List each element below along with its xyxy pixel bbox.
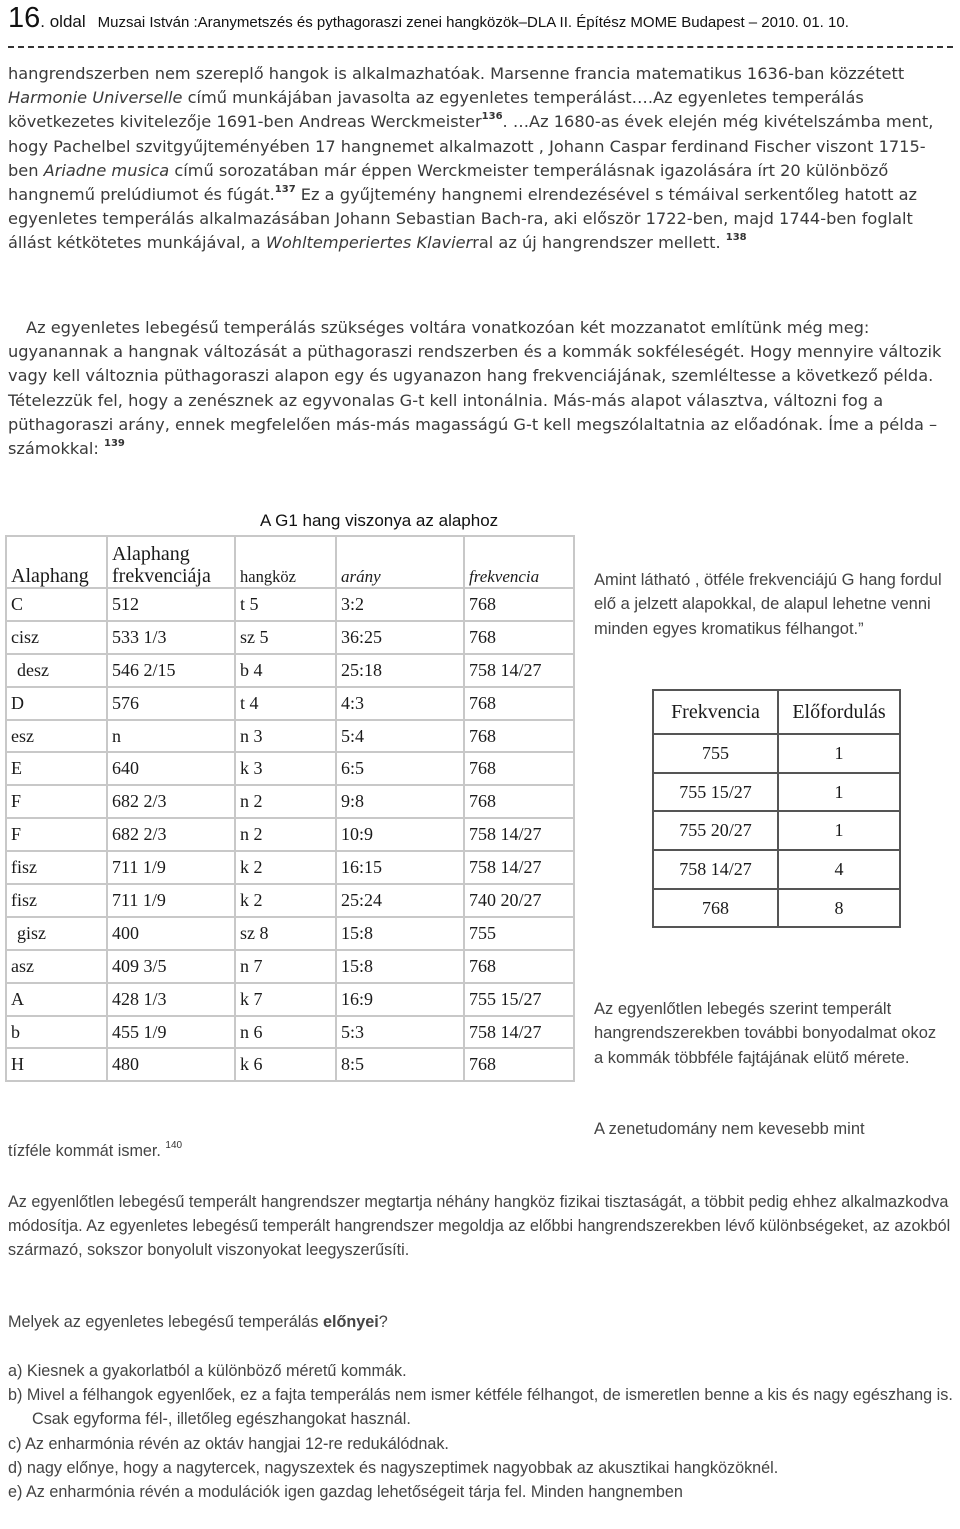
footnote-ref[interactable]: 136 [481, 111, 503, 123]
table-cell: 755 15/27 [653, 773, 778, 812]
table-cell: 682 2/3 [107, 785, 235, 818]
table-row [6, 785, 574, 818]
text-run: ral az új hangrendszer mellett. [472, 233, 721, 253]
table-cell: 5:4 [336, 720, 464, 753]
table-cell: 10:9 [336, 818, 464, 851]
header-alaphang: Alaphang [6, 536, 107, 588]
table-cell: 455 1/9 [107, 1016, 235, 1049]
table-cell: 755 [464, 917, 574, 950]
table-cell: 768 [464, 752, 574, 785]
table-cell: 758 14/27 [653, 850, 778, 889]
table-cell: t 5 [235, 588, 336, 621]
italic-title: Ariadne musica [43, 160, 170, 180]
table-cell: n 7 [235, 950, 336, 983]
table-cell: 768 [464, 1048, 574, 1081]
table-cell: 16:15 [336, 851, 464, 884]
table-cell: 5:3 [336, 1016, 464, 1049]
footnote-ref[interactable]: 137 [274, 184, 296, 196]
table-cell: 640 [107, 752, 235, 785]
table-cell: 758 14/27 [464, 654, 574, 687]
side-note-comma: Az egyenlőtlen lebegés szerint temperált hangrendszerekben további bonyodalmat okoz a kommák többféle fajtájának elütő mérete. [594, 1000, 937, 1067]
table-cell: C [6, 588, 107, 621]
header-elofordulas: Előfordulás [778, 690, 900, 734]
table-cell: E [6, 752, 107, 785]
header-title: Muzsai István :Aranymetszés és pythagoraszi zenei hangközök–DLA II. Építész MOME Budapest – 2010. 01. 10. [97, 14, 849, 31]
text-run: Ez a gyűjtemény hangnemi elrendezésével s témáival serkentőleg hatott az egyenletes temperálás alkalmazásában Johann Sebastian Bach-ra, aki először 1722-ben, majd 1744-ben foglalt állást kétkötetes munkájával, a [8, 185, 918, 253]
table-cell: 768 [464, 950, 574, 983]
table-row [6, 752, 574, 785]
table-cell: sz 8 [235, 917, 336, 950]
table-cell: 512 [107, 588, 235, 621]
table-row [6, 720, 574, 753]
text-run: Melyek az egyenletes lebegésű temperálás [8, 1313, 323, 1331]
table-cell: 25:24 [336, 884, 464, 917]
header-hangkoz: hangköz [235, 536, 336, 588]
text-run: című munkájában javasolta az egyenletes temperálást….Az egyenletes temperálás következetes kivitelezője 1691-ben Andreas Werckmeister [8, 88, 864, 132]
advantages-list [8, 1359, 953, 1504]
table-row [6, 687, 574, 720]
table-cell: k 6 [235, 1048, 336, 1081]
text-run: hangrendszerben nem szereplő hangok is alkalmazhatóak. Marsenne francia matematikus 1636-ban közzétett [8, 64, 905, 83]
table-row [6, 851, 574, 884]
text-run: Az egyenletes lebegésű temperálás szükséges voltára vonatkozóan két mozzanatot említünk még meg: ugyanannak a hangnak változását a püthagoraszi rendszerben és a kommák sokféleségét. Hogy mennyire változik vagy kell változnia püthagoraszi alapon egy és ugyanazon hang frekvenciájának, szemléltesse a következő példa. Tételezzük fel, hogy a zenésznek az egyvonalas G-t kell intonálnia. Más-más alapot választva, változni fog a püthagoraszi arány, ennek megfelelően más-más magasságú G-t kell megszólaltatnia az előadónak. Íme a példa – számokkal: [8, 318, 942, 459]
list-item: e) Az enharmónia révén a modulációk igen gazdag lehetőségeit tárja fel. Minden hangnemben [8, 1483, 683, 1502]
italic-title: Harmonie Universelle [8, 88, 183, 108]
table-cell: k 2 [235, 884, 336, 917]
table-row [653, 773, 900, 812]
table-cell: 8 [778, 889, 900, 928]
table-cell: gisz [6, 917, 107, 950]
table-cell: 8:5 [336, 1048, 464, 1081]
table-cell: 36:25 [336, 621, 464, 654]
table-cell: 768 [464, 621, 574, 654]
table-cell: 428 1/3 [107, 983, 235, 1016]
table-cell: cisz [6, 621, 107, 654]
emphasis: előnyei [322, 1313, 379, 1331]
text-run: . …Az 1680-as évek elején még kivételszámba ment, hogy Pachelbel szvitgyűjteményében 17 hangnemet alkalmazott , Johann Caspar ferdinand Fischer viszont 1715-ben [8, 112, 934, 180]
side-note-theory: A zenetudomány nem kevesebb mint [594, 1120, 865, 1138]
table-row [6, 983, 574, 1016]
header-divider [8, 46, 953, 48]
table-cell: H [6, 1048, 107, 1081]
table-cell: k 2 [235, 851, 336, 884]
table-cell: 1 [778, 734, 900, 773]
table-cell: 755 [653, 734, 778, 773]
table-cell: 546 2/15 [107, 654, 235, 687]
table-cell: 758 14/27 [464, 1016, 574, 1049]
table-row [6, 884, 574, 917]
paragraph-example-intro [8, 316, 953, 461]
table-cell: 740 20/27 [464, 884, 574, 917]
header-arany: arány [336, 536, 464, 588]
table-header-row [653, 690, 900, 734]
list-item: b) Mivel a félhangok egyenlőek, ez a fajta temperálás nem ismer kétféle félhangot, de ismeretlen benne a kis és nagy egészhang is. Csak egyforma fél-, illetőleg egészhangokat használ. [8, 1386, 953, 1429]
page-header [8, 2, 849, 35]
table-cell: n 2 [235, 818, 336, 851]
table-cell: n 6 [235, 1016, 336, 1049]
table-cell: 768 [464, 687, 574, 720]
header-frekvencia: Frekvencia [653, 690, 778, 734]
paragraph-history [8, 62, 953, 256]
table-cell: 4 [778, 850, 900, 889]
table-cell: b 4 [235, 654, 336, 687]
table-cell: n 2 [235, 785, 336, 818]
table-cell: 400 [107, 917, 235, 950]
table-cell: 9:8 [336, 785, 464, 818]
footnote-ref[interactable]: 138 [725, 232, 747, 244]
table-cell: D [6, 687, 107, 720]
table-cell: 409 3/5 [107, 950, 235, 983]
table-cell: 768 [464, 785, 574, 818]
table-cell: 576 [107, 687, 235, 720]
table-cell: esz [6, 720, 107, 753]
footnote-ref[interactable]: 139 [104, 438, 125, 450]
table-cell: 3:2 [336, 588, 464, 621]
list-item: a) Kiesnek a gyakorlatból a különböző méretű kommák. [8, 1362, 407, 1380]
table-row [6, 818, 574, 851]
table-cell: fisz [6, 851, 107, 884]
table-cell: 755 20/27 [653, 811, 778, 850]
table-cell: 682 2/3 [107, 818, 235, 851]
table-row [653, 850, 900, 889]
table-row [6, 1016, 574, 1049]
table-cell: t 4 [235, 687, 336, 720]
table-cell: 15:8 [336, 917, 464, 950]
paragraph-comparison: Az egyenlőtlen lebegésű temperált hangrendszer megtartja néhány hangköz fizikai tisztaságát, a többit pedig ehhez alkalmazkodva módosítja. Az egyenletes lebegésű temperált hangrendszer megoldja az előbbi hangrendszerekben lévő különbségeket, az azokból származó, sokszor bonyolult viszonyokat leegyszerűsíti. [8, 1193, 951, 1260]
comma-count-line [8, 1139, 408, 1163]
header-frekvencia: frekvencia [464, 536, 574, 588]
table-header-row [6, 536, 574, 588]
table-cell: 480 [107, 1048, 235, 1081]
table-row [6, 917, 574, 950]
header-alaphang-frekvencia: Alaphang frekvenciája [107, 536, 235, 588]
table-cell: 533 1/3 [107, 621, 235, 654]
list-item: d) nagy előnye, hogy a nagytercek, nagyszextek és nagyszeptimek nagyobbak az akusztikai hangközöknél. [8, 1458, 779, 1477]
question-advantages [8, 1310, 953, 1334]
table-row [653, 811, 900, 850]
g1-relation-table [5, 535, 575, 1082]
table-cell: 4:3 [336, 687, 464, 720]
italic-title: Wohltemperiertes Klavier [265, 233, 473, 253]
side-note-observation: Amint látható , ötféle frekvenciájú G hang fordul elő a jelzett alapokkal, de alapul lehetne venni minden egyes kromatikus félhangot.” [594, 571, 942, 638]
table-cell: F [6, 818, 107, 851]
table-cell: A [6, 983, 107, 1016]
footnote-ref[interactable]: 140 [165, 1140, 183, 1151]
page-word: . oldal [40, 12, 86, 31]
table-cell: 25:18 [336, 654, 464, 687]
table-cell: 1 [778, 811, 900, 850]
table-cell: fisz [6, 884, 107, 917]
table-cell: 758 14/27 [464, 818, 574, 851]
table-cell: 16:9 [336, 983, 464, 1016]
table-row [653, 734, 900, 773]
table-cell: sz 5 [235, 621, 336, 654]
table-caption: A G1 hang viszonya az alaphoz [260, 511, 499, 530]
table-cell: asz [6, 950, 107, 983]
table-row [653, 889, 900, 928]
table-cell: 1 [778, 773, 900, 812]
table-row [6, 1048, 574, 1081]
table-cell: n 3 [235, 720, 336, 753]
table-cell: F [6, 785, 107, 818]
text-run: című sorozatában már éppen Werckmeister temperálásnak igazolására írt 20 különböző hangnemű prelúdiumot és fúgát. [8, 160, 889, 205]
table-cell: 768 [464, 588, 574, 621]
table-cell: 755 15/27 [464, 983, 574, 1016]
table-row [6, 621, 574, 654]
table-cell: 15:8 [336, 950, 464, 983]
table-cell: n [107, 720, 235, 753]
frequency-count-table [652, 689, 901, 928]
text-run: tízféle kommát ismer. [8, 1142, 161, 1160]
table-cell: k 3 [235, 752, 336, 785]
table-cell: desz [6, 654, 107, 687]
table-cell: 6:5 [336, 752, 464, 785]
table-cell: 758 14/27 [464, 851, 574, 884]
table-row [6, 950, 574, 983]
list-item: c) Az enharmónia révén az oktáv hangjai 12-re redukálódnak. [8, 1434, 449, 1453]
table-cell: 768 [464, 720, 574, 753]
table-row [6, 588, 574, 621]
table-cell: b [6, 1016, 107, 1049]
text-run: ? [378, 1313, 388, 1331]
table-cell: 768 [653, 889, 778, 928]
table-cell: 711 1/9 [107, 851, 235, 884]
table-cell: 711 1/9 [107, 884, 235, 917]
table-cell: k 7 [235, 983, 336, 1016]
table-row [6, 654, 574, 687]
page-number: 16 [8, 2, 41, 34]
